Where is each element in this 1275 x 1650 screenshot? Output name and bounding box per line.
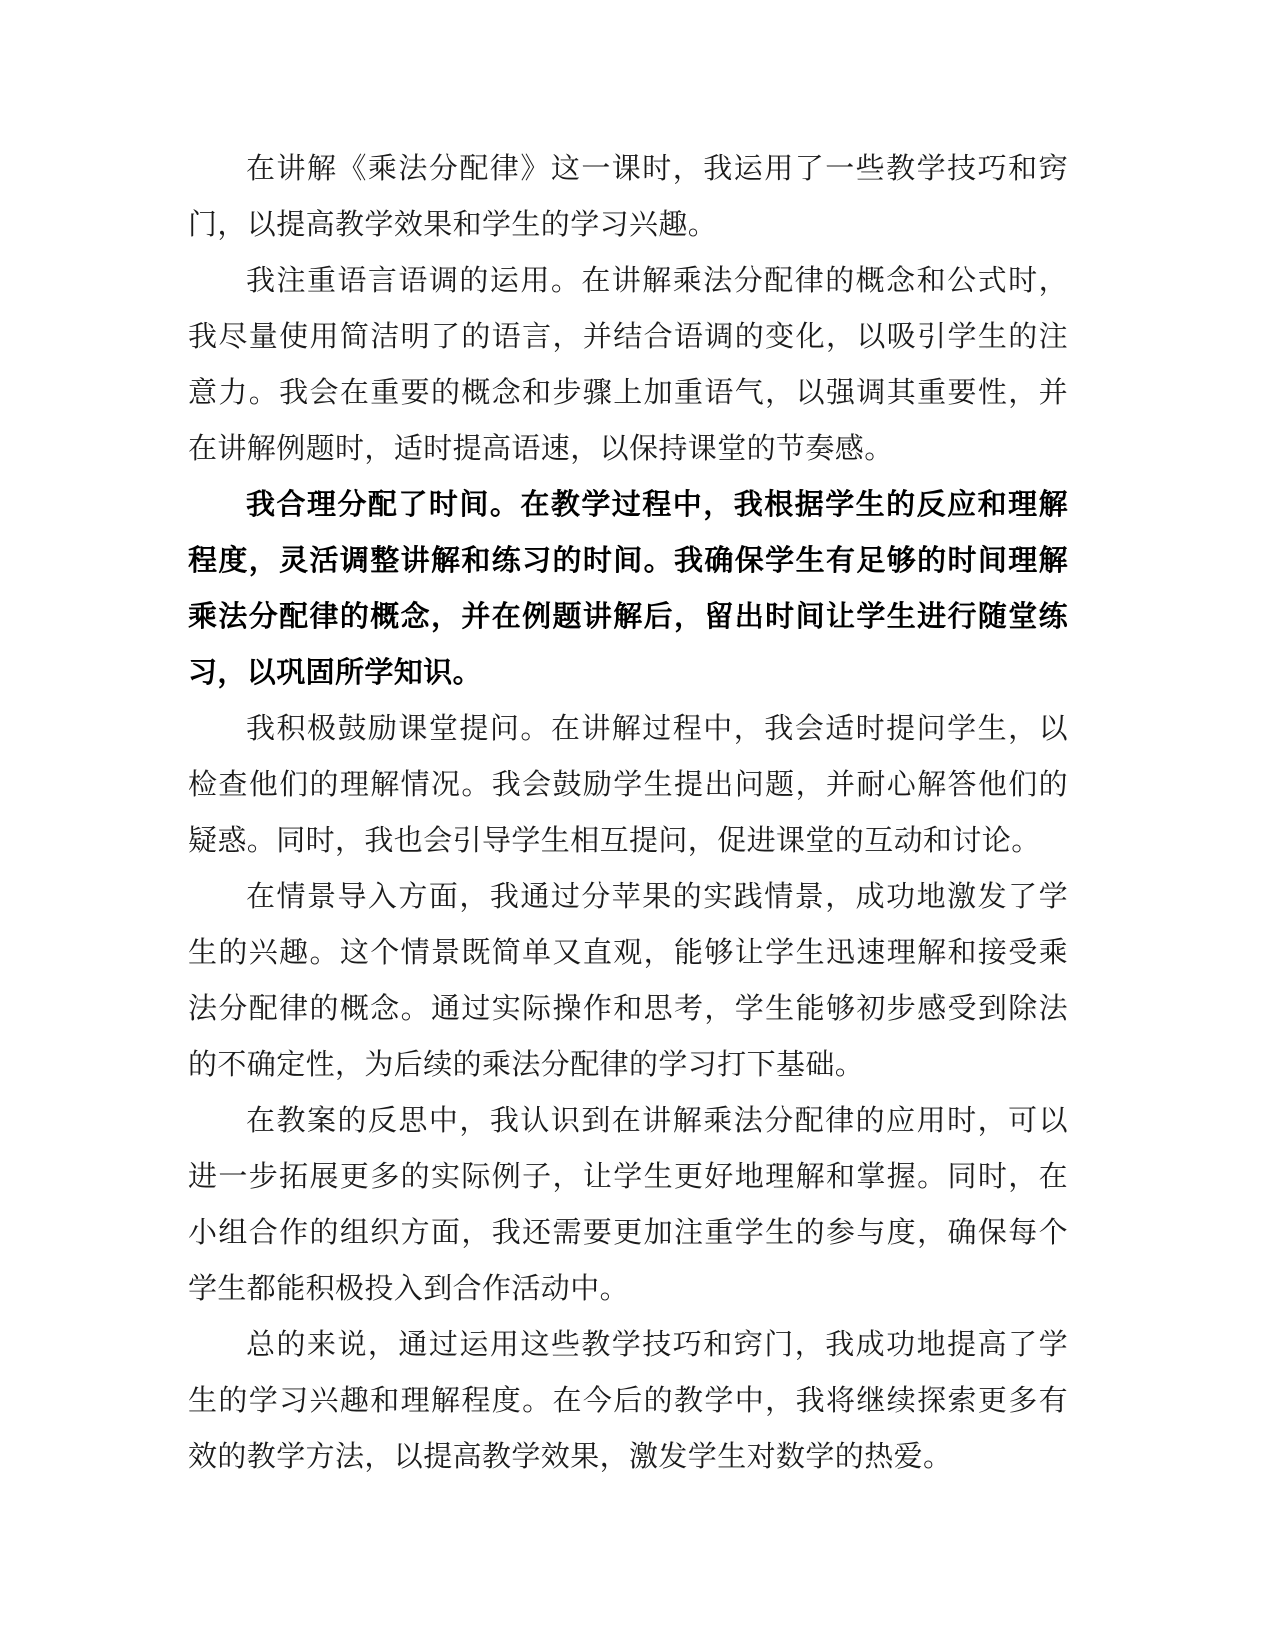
- document-body: [188, 140, 1068, 1484]
- paragraph-time-allocation: 我合理分配了时间。在教学过程中，我根据学生的反应和理解程度，灵活调整讲解和练习的时间。我确保学生有足够的时间理解乘法分配律的概念，并在例题讲解后，留出时间让学生进行随堂练习，以巩固所学知识。: [188, 487, 1068, 689]
- paragraph-intro: 在讲解《乘法分配律》这一课时，我运用了一些教学技巧和窍门，以提高教学效果和学生的学习兴趣。: [188, 151, 1068, 241]
- paragraph-summary: 总的来说，通过运用这些教学技巧和窍门，我成功地提高了学生的学习兴趣和理解程度。在今后的教学中，我将继续探索更多有效的教学方法，以提高教学效果，激发学生对数学的热爱。: [188, 1327, 1068, 1473]
- paragraph-questioning: 我积极鼓励课堂提问。在讲解过程中，我会适时提问学生，以检查他们的理解情况。我会鼓励学生提出问题，并耐心解答他们的疑惑。同时，我也会引导学生相互提问，促进课堂的互动和讨论。: [188, 711, 1068, 857]
- paragraph-reflection: 在教案的反思中，我认识到在讲解乘法分配律的应用时，可以进一步拓展更多的实际例子，让学生更好地理解和掌握。同时，在小组合作的组织方面，我还需要更加注重学生的参与度，确保每个学生都能积极投入到合作活动中。: [188, 1103, 1068, 1305]
- paragraph-scenario: 在情景导入方面，我通过分苹果的实践情景，成功地激发了学生的兴趣。这个情景既简单又直观，能够让学生迅速理解和接受乘法分配律的概念。通过实际操作和思考，学生能够初步感受到除法的不确定性，为后续的乘法分配律的学习打下基础。: [188, 879, 1068, 1081]
- paragraph-language-tone: 我注重语言语调的运用。在讲解乘法分配律的概念和公式时，我尽量使用简洁明了的语言，并结合语调的变化，以吸引学生的注意力。我会在重要的概念和步骤上加重语气，以强调其重要性，并在讲解例题时，适时提高语速，以保持课堂的节奏感。: [188, 263, 1068, 465]
